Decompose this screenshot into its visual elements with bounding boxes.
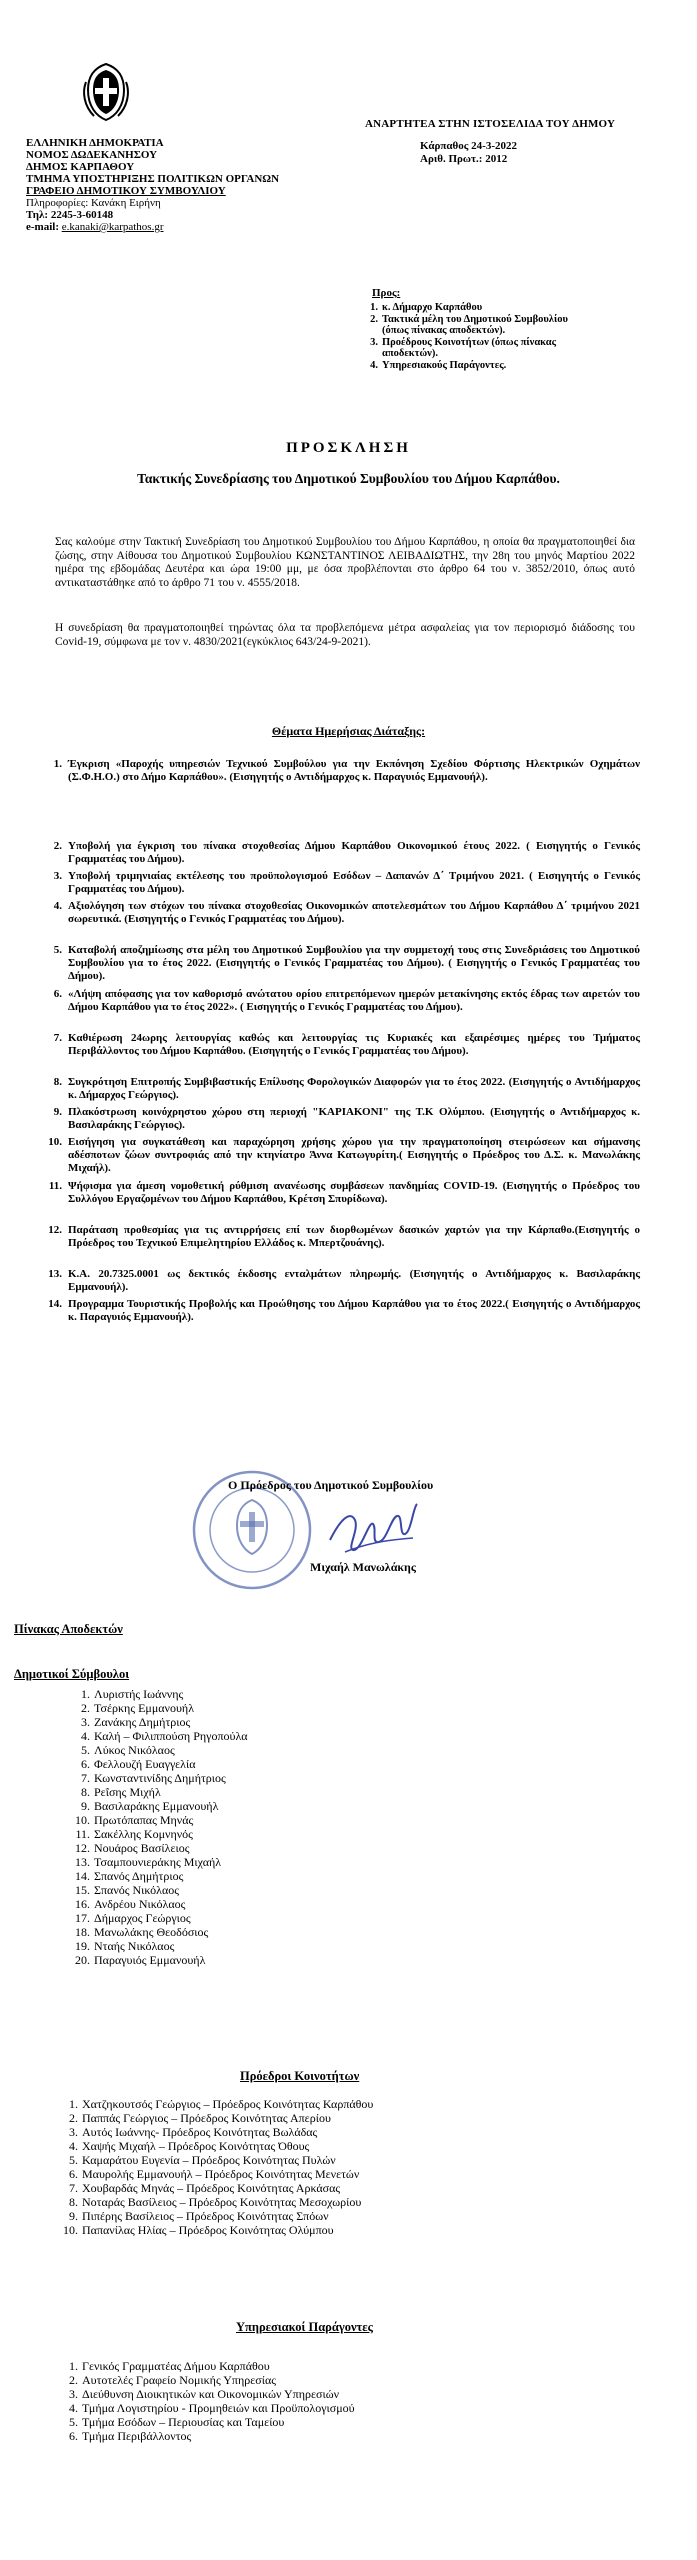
list-item: 17. Δήμαρχος Γεώργιος xyxy=(75,1911,191,1925)
agenda-heading: Θέματα Ημερήσιας Διάταξης: xyxy=(271,724,426,738)
agenda-item: 5. Καταβολή αποζημίωσης στα μέλη του Δημοτικού Συμβουλίου για την συμμετοχή τους στις Συνεδριάσεις του Δημοτικού Συμβουλίου για το έτος 2022. (Εισηγητής ο Γενικός Γραμματέας του Δήμου). ( Εισηγητής ο Γενικός Γραμματέας του Δήμου). xyxy=(53,944,640,982)
list-item: 13. Τσαμπουνιεράκης Μιχαήλ xyxy=(75,1855,222,1869)
list-item: 10. Παπανίλας Ηλίας – Πρόεδρος Κοινότητας Ολύμπου xyxy=(63,2223,334,2237)
agenda-item: 2. Υποβολή για έγκριση του πίνακα στοχοθεσίας Δήμου Καρπάθου Οικονομικού έτους 2022. ( Εισηγητής ο Γενικός Γραμματέας του Δήμου). xyxy=(53,840,640,865)
agenda-item: 12. Παράταση προθεσμίας για τις αντιρρήσεις επί των διορθωμένων δασικών χαρτών για την Κάρπαθο.(Εισηγητής ο Πρόεδρος του Τεχνικού Επιμελητηρίου Ελλάδος κ. Μπερτζουάνης). xyxy=(48,1224,640,1249)
page-title: ΠΡΟΣΚΛΗΣΗ xyxy=(286,440,411,456)
agenda-item: 9. Πλακόστρωση κοινόχρηστου χώρου στη περιοχή "ΚΑΡΙΑΚΟΝΙ" της Τ.Κ Ολύμπου. (Εισηγητής ο Αντιδήμαρχος κ. Βασιλαράκης Γεώργιος). xyxy=(53,1106,640,1131)
intro-paragraph: Σας καλούμε στην Τακτική Συνεδρίαση του Δημοτικού Συμβουλίου του Δήμου Καρπάθου, η οποία θα πραγματοποιηθεί δια ζώσης, στην Αίθουσα του Δημοτικού Συμβουλίου ΚΩΝΣΤΑΝΤΙΝΟΣ ΛΕΙΒΑΔΙΩΤΗΣ, την 28η του μηνός Μαρτίου 2022 ημέρα της εβδομάδας Δευτέρα και ώρα 19:00 μμ, με όσα προβλέπονται στο άρθρο 64 του ν. 3852/2010, όπως αυτό αντικαταστάθηκε από το άρθρο 71 του ν. 4555/2018. xyxy=(55,536,635,589)
list-item: 16. Ανδρέου Νικόλαος xyxy=(75,1897,186,1911)
list-item: 2. Τακτικά μέλη του Δημοτικού Συμβουλίου (όπως πίνακας αποδεκτών). xyxy=(370,313,568,336)
list-item: 1. Χατζηκουτσός Γεώργιος – Πρόεδρος Κοινότητας Καρπάθου xyxy=(69,2097,374,2111)
list-item: 2. Παππάς Γεώργιος – Πρόεδρος Κοινότητας Απερίου xyxy=(69,2111,331,2125)
agenda-item: 10. Εισήγηση για συγκατάθεση και παραχώρηση χρήσης χώρου για την πραγματοποίηση στειρώσεων και σήμανσης αδέσποτων ζώων συντροφιάς από την κτηνίατρο Άννα Κατωγυρίτη.( Εισηγητής ο Πρόεδρος του Δ.Σ. κ. Μανωλάκης Μιχαήλ). xyxy=(48,1136,640,1174)
header-info: Πληροφορίες: Κανάκη Ειρήνη xyxy=(26,197,161,209)
list-item: 5. Καμαράτου Ευγενία – Πρόεδρος Κοινότητας Πυλών xyxy=(69,2153,336,2167)
signatory-name: Μιχαήλ Μανωλάκης xyxy=(310,1560,416,1574)
email-label: e-mail: xyxy=(26,221,62,233)
list-item: 6. Φελλουζή Ευαγγελία xyxy=(81,1757,196,1771)
header-email-row xyxy=(26,221,346,233)
handwritten-signature-icon xyxy=(325,1500,420,1560)
agenda-item: 3. Υποβολή τριμηνιαίας εκτέλεσης του προϋπολογισμού Εσόδων – Δαπανών Δ΄ Τριμήνου 2021. ( Εισηγητής ο Γενικός Γραμματέας του Δήμου). xyxy=(53,870,640,895)
page-subtitle: Τακτικής Συνεδρίασης του Δημοτικού Συμβουλίου του Δήμου Καρπάθου. xyxy=(137,471,560,486)
list-item: 4. Τμήμα Λογιστηρίου - Προμηθειών και Προϋπολογισμού xyxy=(69,2401,355,2415)
list-item: 7. Κωνσταντινίδης Δημήτριος xyxy=(81,1771,226,1785)
agenda-item: 8. Συγκρότηση Επιτροπής Συμβιβαστικής Επίλυσης Φορολογικών Διαφορών για το έτος 2022. (Εισηγητής ο Αντιδήμαρχος κ. Δήμαρχος Γεώργιος). xyxy=(53,1076,640,1101)
list-item: 15. Σπανός Νικόλαος xyxy=(75,1883,180,1897)
list-item: 2. Τσέρκης Εμμανουήλ xyxy=(81,1701,195,1715)
agenda-item: 11. Ψήφισμα για άμεση νομοθετική ρύθμιση ανανέωσης συμβάσεων πανδημίας COVID-19. (Εισηγητής ο Πρόεδρος του Συλλόγου Εργαζομένων του Δήμου Καρπάθου, Κρέτση Σπυρίδωνα). xyxy=(48,1180,640,1205)
agenda-item: 13. Κ.Α. 20.7325.0001 ως δεκτικός έκδοσης ενταλμάτων πληρωμής. (Εισηγητής ο Αντιδήμαρχος κ. Βασιλαράκης Εμμανουήλ). xyxy=(48,1268,640,1293)
list-item: 3. Προέδρους Κοινοτήτων (όπως πίνακας αποδεκτών). xyxy=(370,336,556,359)
recipients-table-heading: Πίνακας Αποδεκτών xyxy=(14,1622,123,1636)
list-item: 4. Χαψής Μιχαήλ – Πρόεδρος Κοινότητας Όθους xyxy=(69,2139,310,2153)
list-item: 19. Νταής Νικόλαος xyxy=(75,1939,175,1953)
agenda-item: 1. Έγκριση «Παροχής υπηρεσιών Τεχνικού Συμβούλου για την Εκπόνηση Σχεδίου Φόρτισης Ηλεκτρικών Οχημάτων (Σ.Φ.Η.Ο.) στο Δήμο Καρπάθου». (Εισηγητής ο Αντιδήμαρχος κ. Παραγυιός Εμμανουήλ). xyxy=(53,758,640,783)
list-item: 3. Ζανάκης Δημήτριος xyxy=(81,1715,191,1729)
email-link[interactable]: e.kanaki@karpathos.gr xyxy=(61,221,164,233)
date-block xyxy=(420,140,517,166)
list-item: 6. Τμήμα Περιβάλλοντος xyxy=(69,2429,192,2443)
list-item: 2. Αυτοτελές Γραφείο Νομικής Υπηρεσίας xyxy=(69,2373,277,2387)
community-heading: Πρόεδροι Κοινοτήτων xyxy=(240,2069,360,2083)
list-item: 11. Σακέλλης Κομνηνός xyxy=(75,1827,193,1841)
recipients-list xyxy=(360,302,580,371)
list-item: 3. Διεύθυνση Διοικητικών και Οικονομικών Υπηρεσιών xyxy=(69,2387,340,2401)
list-item: 8. Ρεΐσης Μιχήλ xyxy=(81,1785,161,1799)
councillors-heading: Δημοτικοί Σύμβουλοι xyxy=(14,1667,130,1681)
list-item: 9. Πιπέρης Βασίλειος – Πρόεδρος Κοινότητας Σπόων xyxy=(69,2209,329,2223)
header-line: ΕΛΛΗΝΙΚΗ ΔΗΜΟΚΡΑΤΙΑ xyxy=(26,137,164,149)
list-item: 18. Μανωλάκης Θεοδόσιος xyxy=(75,1925,209,1939)
greek-emblem-icon xyxy=(80,62,132,122)
list-item: 8. Νοταράς Βασίλειος – Πρόεδρος Κοινότητας Μεσοχωρίου xyxy=(69,2195,362,2209)
publication-notice: ΑΝΑΡΤΗΤΕΑ ΣΤΗΝ ΙΣΤΟΣΕΛΙΔΑ ΤΟΥ ΔΗΜΟΥ xyxy=(365,118,616,130)
recipients-heading: Προς: xyxy=(372,287,401,299)
document-date: Κάρπαθος 24-3-2022 xyxy=(420,140,517,152)
list-item: 5. Λύκος Νικόλαος xyxy=(81,1743,175,1757)
list-item: 3. Αυτός Ιωάννης- Πρόεδρος Κοινότητας Βωλάδας xyxy=(69,2125,318,2139)
list-item: 4. Υπηρεσιακούς Παράγοντες. xyxy=(370,359,507,371)
list-item: 7. Χουβαρδάς Μηνάς – Πρόεδρος Κοινότητας Αρκάσας xyxy=(69,2181,341,2195)
list-item: 6. Μαυρολής Εμμανουήλ – Πρόεδρος Κοινότητας Μενετών xyxy=(69,2167,360,2181)
header-line: ΓΡΑΦΕΙΟ ΔΗΜΟΤΙΚΟΥ ΣΥΜΒΟΥΛΙΟΥ xyxy=(26,185,226,197)
agenda-item: 14. Προγραμμα Τουριστικής Προβολής και Προώθησης του Δήμου Καρπάθου για το έτος 2022.( Εισηγητής ο Αντιδήμαρχος κ. Παραγυιός Εμμανουήλ). xyxy=(48,1298,640,1323)
list-item: 5. Τμήμα Εσόδων – Περιουσίας και Ταμείου xyxy=(69,2415,285,2429)
list-item: 1. κ. Δήμαρχο Καρπάθου xyxy=(370,302,483,313)
agenda-item: 4. Αξιολόγηση των στόχων του πίνακα στοχοθεσίας Οικονομικών αποτελεσμάτων του Δήμου Καρπάθου Δ΄ τριμήνου 2021 σωρευτικά. (Εισηγητής ο Γενικός Γραμματέας του Δήμου). xyxy=(53,900,640,925)
issuer-header xyxy=(26,137,346,233)
protocol-number: Αριθ. Πρωτ.: 2012 xyxy=(420,153,508,165)
signatory-role: Ο Πρόεδρος του Δημοτικού Συμβουλίου xyxy=(228,1478,434,1492)
list-item: 1. Λυριστής Ιωάννης xyxy=(81,1687,184,1701)
list-item: 20. Παραγυιός Εμμανουήλ xyxy=(75,1953,206,1967)
covid-paragraph: Η συνεδρίαση θα πραγματοποιηθεί τηρώντας όλα τα προβλεπόμενα μέτρα ασφαλείας για τον περιορισμό διάδοσης του Covid-19, σύμφωνα με τον ν. 4830/2021(εγκύκλιος 643/24-9-2021). xyxy=(55,622,635,648)
header-line: ΔΗΜΟΣ ΚΑΡΠΑΘΟΥ xyxy=(26,161,135,173)
header-line: ΝΟΜΟΣ ΔΩΔΕΚΑΝΗΣΟΥ xyxy=(26,149,158,161)
list-item: 9. Βασιλαράκης Εμμανουήλ xyxy=(81,1799,219,1813)
agenda-item: 7. Καθιέρωση 24ωρης λειτουργίας καθώς και λειτουργίας τις Κυριακές και εξαιρέσιμες ημέρες του Τμήματος Περιβάλλοντος του Δήμου Καρπάθου. (Εισηγητής ο Γενικός Γραμματέας του Δήμου). xyxy=(53,1032,640,1057)
list-item: 12. Νουάρος Βασίλειος xyxy=(75,1841,190,1855)
list-item: 14. Σπανός Δημήτριος xyxy=(75,1869,184,1883)
list-item: 10. Πρωτόπαπας Μηνάς xyxy=(75,1813,194,1827)
list-item: 4. Καλή – Φιλιππούση Ρηγοπούλα xyxy=(81,1729,248,1743)
services-heading: Υπηρεσιακοί Παράγοντες xyxy=(236,2320,373,2334)
header-line: ΤΜΗΜΑ ΥΠΟΣΤΗΡΙΞΗΣ ΠΟΛΙΤΙΚΩΝ ΟΡΓΑΝΩΝ xyxy=(26,173,280,185)
list-item: 1. Γενικός Γραμματέας Δήμου Καρπάθου xyxy=(69,2359,270,2373)
header-phone: Τηλ: 2245-3-60148 xyxy=(26,209,114,221)
agenda-item: 6. «Λήψη απόφασης για τον καθορισμό ανώτατου ορίου επιτρεπόμενων ημερών μετακίνησης εκτός έδρας των αιρετών του Δήμου Καρπάθου για το έτος 2022». ( Εισηγητής ο Γενικός Γραμματέας του Δήμου). xyxy=(53,988,640,1013)
